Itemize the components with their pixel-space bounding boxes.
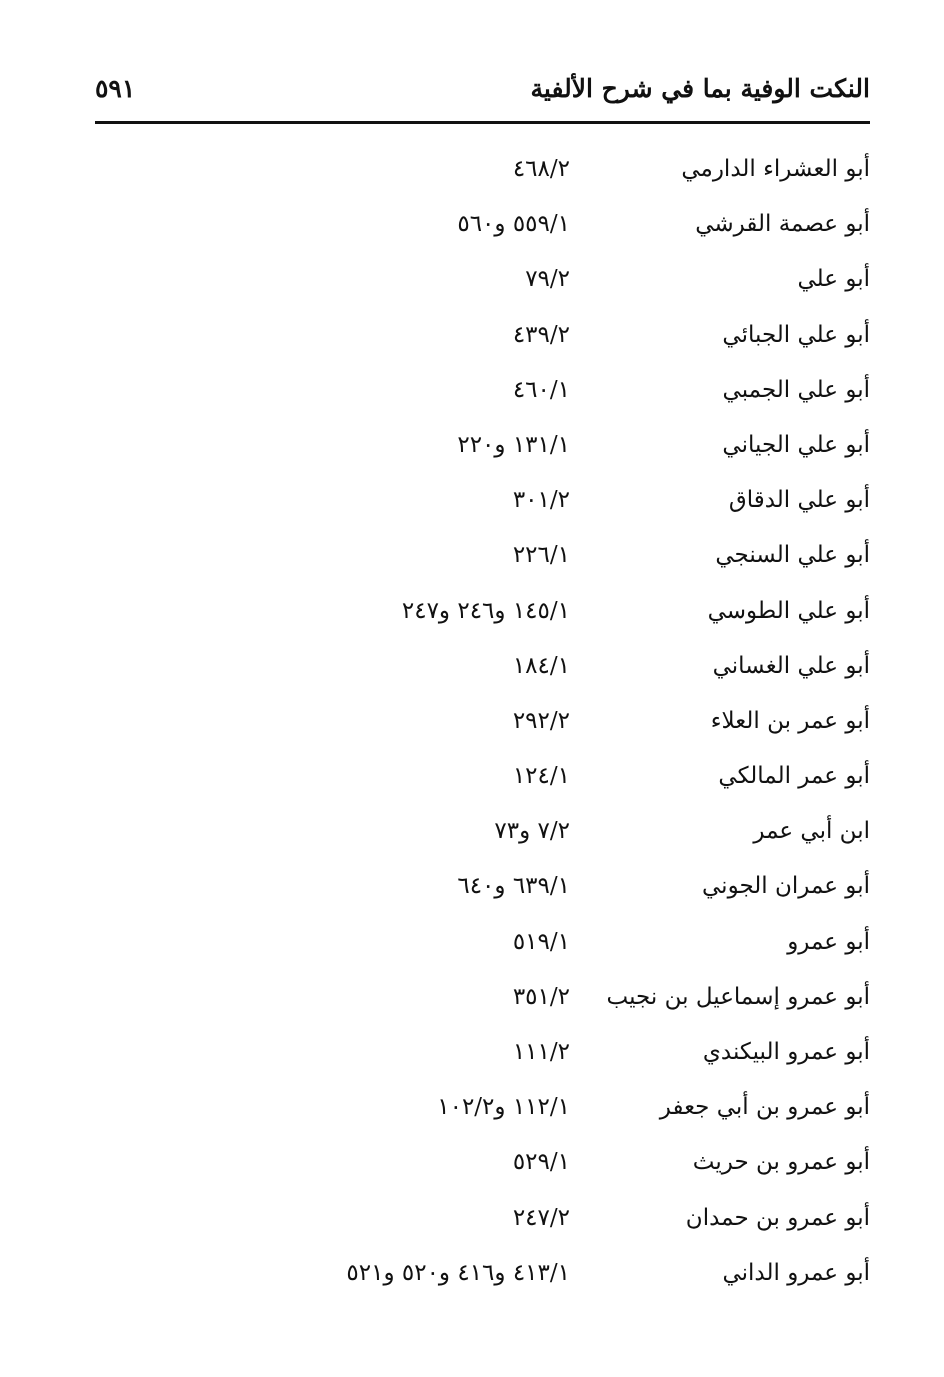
index-entry [95, 645, 870, 700]
index-entry [95, 1252, 870, 1307]
index-entry [95, 810, 870, 865]
entry-reference: ٦٣٩/١ و٦٤٠ [457, 873, 570, 900]
entry-reference: ١٨٤/١ [512, 652, 570, 679]
index-entry [95, 921, 870, 976]
entry-reference: ١١٢/١ و١٠٢/٢ [437, 1094, 570, 1121]
index-entry [95, 865, 870, 920]
entry-name: ابن أبي عمر [753, 818, 870, 845]
index-entry [95, 534, 870, 589]
index-entry [95, 700, 870, 755]
entry-reference: ٣٥١/٢ [512, 983, 570, 1010]
index-entry [95, 258, 870, 313]
entry-reference: ٧/٢ و٧٣ [494, 818, 570, 845]
index-entry [95, 976, 870, 1031]
entry-reference: ١١١/٢ [512, 1039, 570, 1065]
entry-name: أبو علي الجبائي [722, 321, 870, 348]
index-entry [95, 424, 870, 479]
entry-reference: ٤٣٩/٢ [512, 321, 570, 348]
entry-reference: ٧٩/٢ [525, 266, 570, 293]
entry-reference: ٣٠١/٢ [512, 487, 570, 514]
entry-reference: ١٣١/١ و٢٢٠ [457, 431, 570, 458]
entry-reference: ٤٦٠/١ [512, 376, 570, 403]
entry-name: أبو العشراء الدارمي [681, 156, 870, 182]
entry-name: أبو عصمة القرشي [695, 211, 870, 238]
index-entry [95, 369, 870, 424]
index-entry [95, 314, 870, 369]
entry-name: أبو عمر بن العلاء [710, 707, 870, 734]
entry-name: أبو علي الجياني [722, 431, 870, 458]
index-entry [95, 1141, 870, 1196]
entry-name: أبو علي الطوسي [707, 597, 870, 624]
entry-reference: ٢٩٢/٢ [512, 707, 570, 734]
entry-reference: ٤١٣/١ و٤١٦ و٥٢٠ و٥٢١ [346, 1259, 570, 1286]
index-entry [95, 479, 870, 534]
entry-name: أبو عمرو بن حمدان [685, 1204, 870, 1231]
entry-name: أبو عمرو إسماعيل بن نجيب [606, 983, 870, 1010]
entry-reference: ٥١٩/١ [512, 928, 570, 955]
entry-reference: ١٤٥/١ و٢٤٦ و٢٤٧ [401, 597, 570, 624]
entry-name: أبو علي الجمبي [722, 376, 870, 403]
index-entry [95, 1086, 870, 1141]
entry-name: أبو عمر المالكي [718, 763, 870, 790]
entry-name: أبو عمرو [787, 928, 870, 955]
index-entry [95, 590, 870, 645]
index-list [95, 148, 870, 1307]
entry-reference: ١٢٤/١ [512, 763, 570, 790]
entry-name: أبو علي [797, 266, 870, 293]
entry-reference: ٢٤٧/٢ [512, 1204, 570, 1231]
entry-name: أبو علي الغساني [712, 652, 870, 679]
page-number: ٥٩١ [95, 74, 136, 103]
entry-name: أبو عمرو الداني [722, 1259, 870, 1286]
header-rule [95, 121, 870, 124]
entry-reference: ٢٢٦/١ [512, 542, 570, 569]
entry-reference: ٥٥٩/١ و٥٦٠ [457, 211, 570, 238]
index-entry [95, 1031, 870, 1086]
index-entry [95, 1197, 870, 1252]
entry-reference: ٥٢٩/١ [512, 1149, 570, 1176]
entry-name: أبو عمرو البيكندي [702, 1039, 870, 1065]
index-entry [95, 755, 870, 810]
entry-name: أبو عمرو بن أبي جعفر [659, 1094, 870, 1121]
entry-name: أبو علي الدقاق [728, 487, 870, 514]
index-entry [95, 203, 870, 258]
book-title: النكت الوفية بما في شرح الألفية [530, 74, 870, 103]
entry-name: أبو علي السنجي [715, 542, 870, 569]
running-header [95, 68, 870, 112]
entry-reference: ٤٦٨/٢ [512, 156, 570, 182]
entry-name: أبو عمرو بن حريث [692, 1149, 870, 1176]
entry-name: أبو عمران الجوني [702, 873, 870, 900]
index-entry [95, 148, 870, 203]
